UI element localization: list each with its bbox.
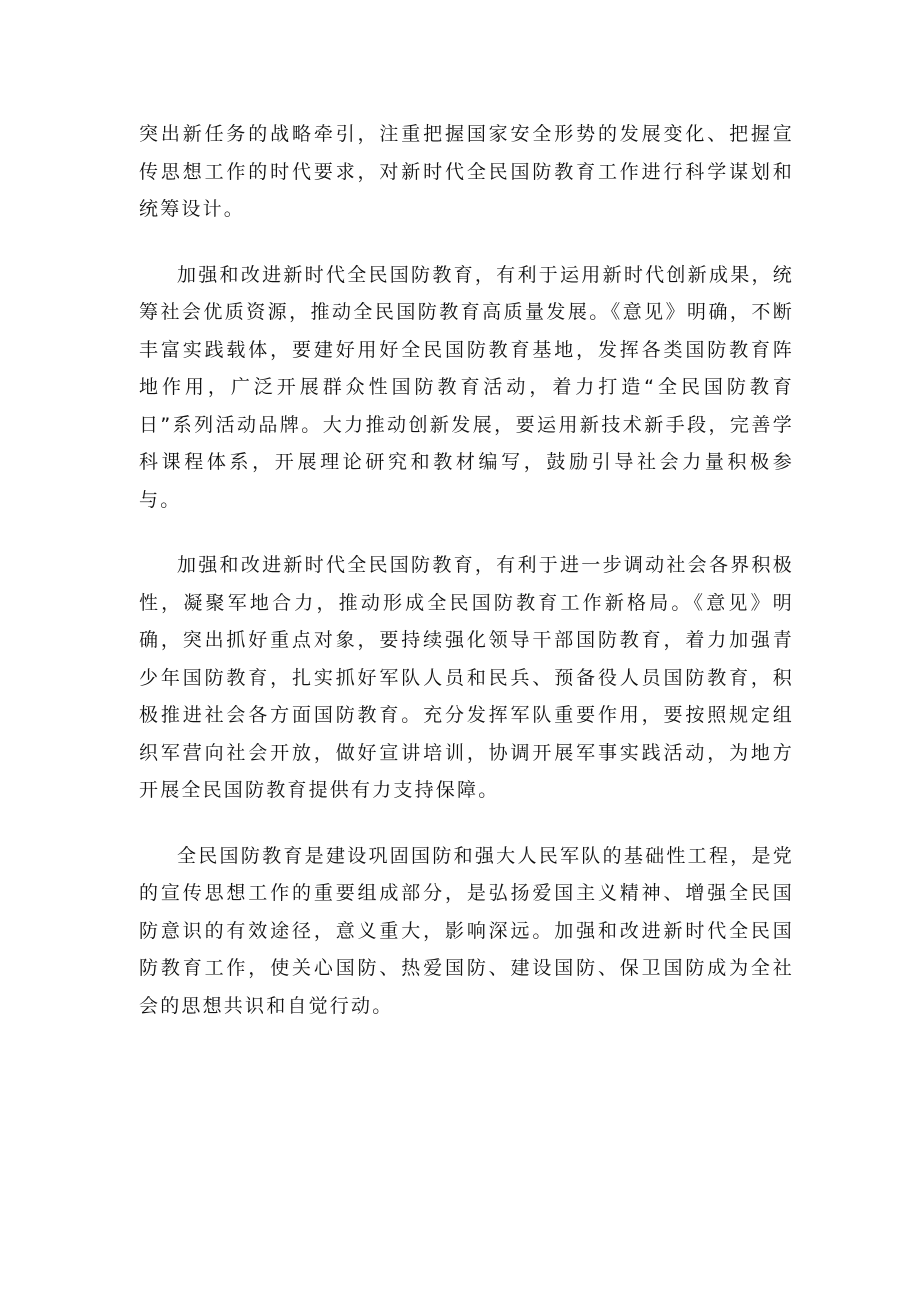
paragraph-coordination: 加强和改进新时代全民国防教育，有利于进一步调动社会各界积极性，凝聚军地合力，推动形成全民国防教育工作新格局。《意见》明确，突出抓好重点对象，要持续强化领导干部国防教育，着力加强青少年国防教育，扎实抓好军队人员和民兵、预备役人员国防教育，积极推进社会各方面国防教育。充分发挥军队重要作用，要按照规定组织军营向社会开放，做好宣讲培训，协调开展军事实践活动，为地方开展全民国防教育提供有力支持保障。 [139, 554, 794, 801]
paragraph-innovation: 加强和改进新时代全民国防教育，有利于运用新时代创新成果，统筹社会优质资源，推动全民国防教育高质量发展。《意见》明确，不断丰富实践载体，要建好用好全民国防教育基地，发挥各类国防教育阵地作用，广泛开展群众性国防教育活动，着力打造“全民国防教育日”系列活动品牌。大力推动创新发展，要运用新技术新手段，完善学科课程体系，开展理论研究和教材编写，鼓励引导社会力量积极参与。 [139, 263, 794, 511]
document-body [139, 116, 794, 1053]
paragraph-conclusion: 全民国防教育是建设巩固国防和强大人民军队的基础性工程，是党的宣传思想工作的重要组成部分，是弘扬爱国主义精神、增强全民国防意识的有效途径，意义重大，影响深远。加强和改进新时代全民国防教育工作，使关心国防、热爱国防、建设国防、保卫国防成为全社会的思想共识和自觉行动。 [139, 844, 794, 1017]
paragraph-continued: 突出新任务的战略牵引，注重把握国家安全形势的发展变化、把握宣传思想工作的时代要求，对新时代全民国防教育工作进行科学谋划和统筹设计。 [139, 123, 794, 220]
